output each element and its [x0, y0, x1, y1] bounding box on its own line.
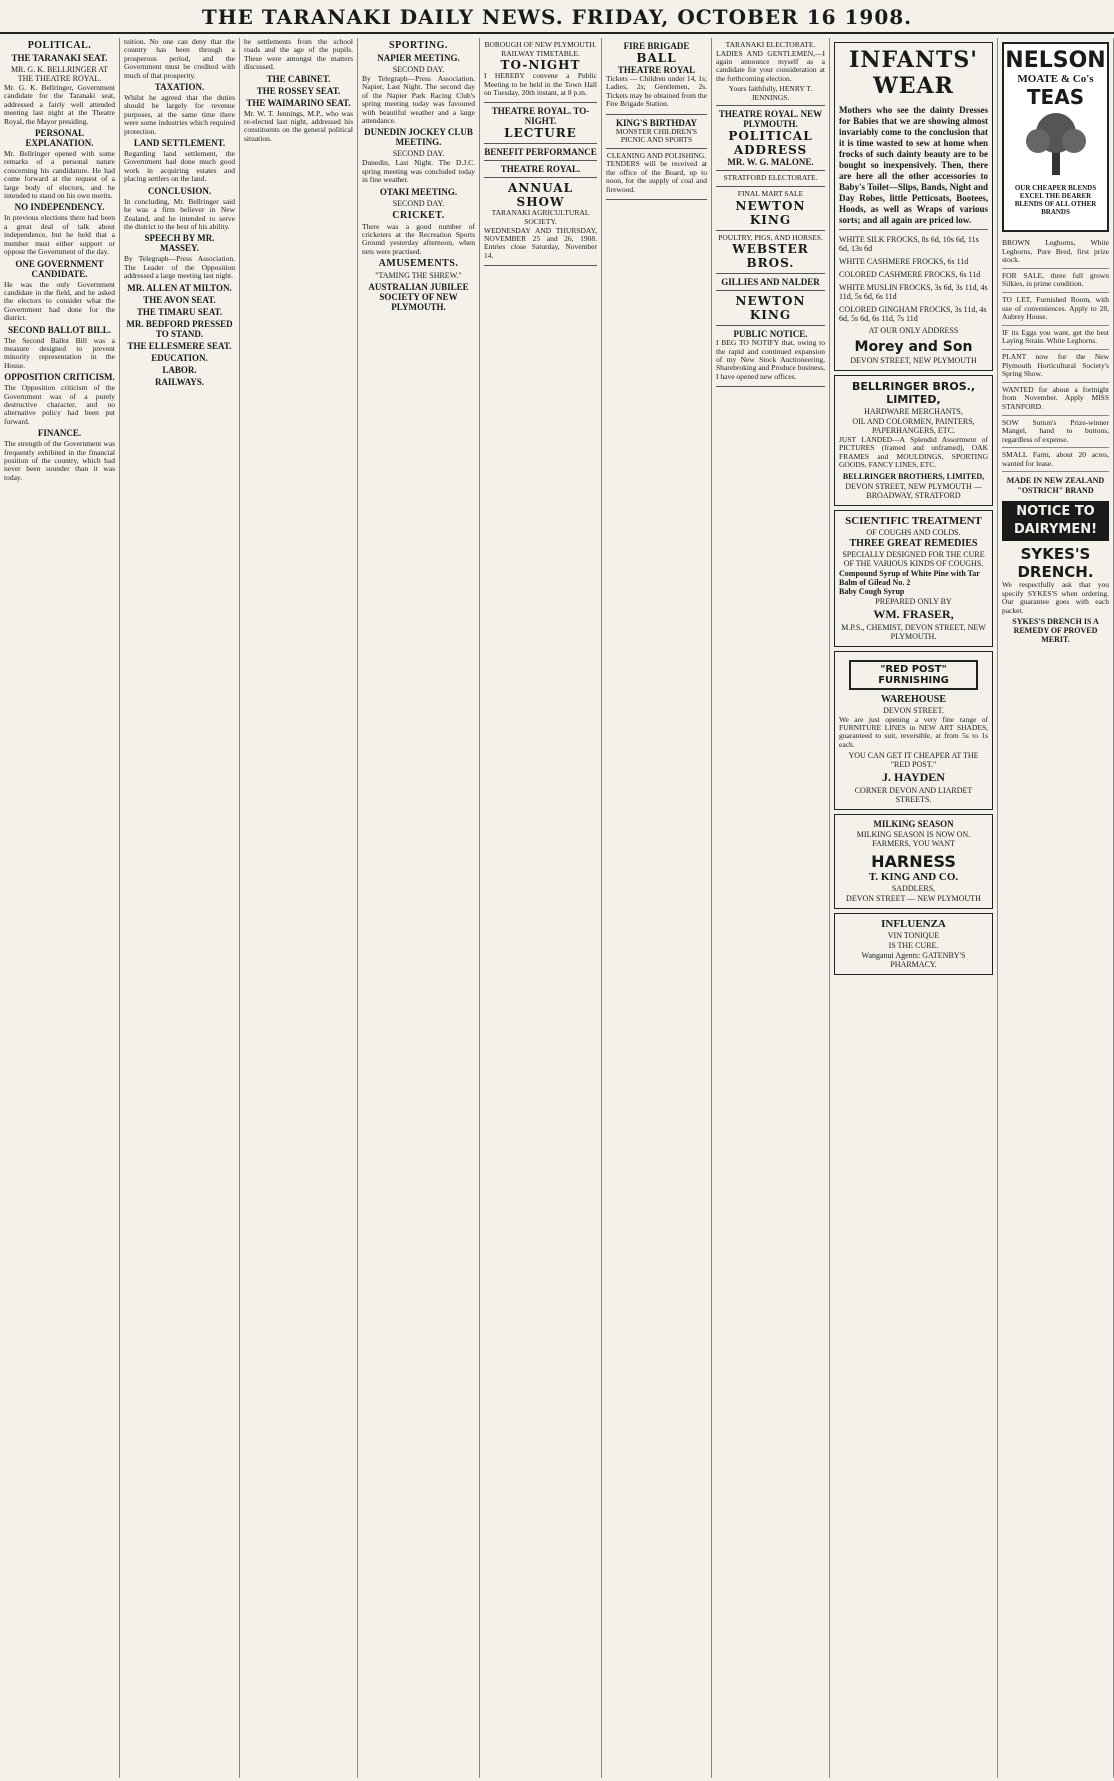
- price-item: WHITE SILK FROCKS, 8s 6d, 10s 6d, 11s 6d, 13s 6d: [839, 235, 979, 253]
- tea-tree-icon: [1006, 109, 1106, 179]
- column-notices-c: [712, 38, 830, 1778]
- tender-notice: [606, 149, 707, 200]
- notice-heading: MR. W. G. MALONE.: [727, 157, 814, 168]
- brand-tagline: OUR CHEAPER BLENDS EXCEL THE DEARER BLENDS OF ALL OTHER BRANDS: [1014, 184, 1097, 216]
- article-paragraph: In concluding, Mr. Bellringer said he was a firm believer in New Zealand, and he intended to serve the district to the best of his ability.: [124, 196, 235, 231]
- wool-sale-notice: [716, 291, 825, 326]
- notice-body: LADIES AND GENTLEMEN,—I again announce myself as a candidate for your consideration at the forthcoming election.: [716, 48, 825, 83]
- show-notice: [484, 178, 597, 266]
- article-paragraph: tuition. No one can deny that the country has been through a prosperous period, and the Government must be credited with much of that prosperity.: [124, 38, 235, 80]
- remedy-item: Baby Cough Syrup: [839, 586, 905, 596]
- section-heading: POLITICAL.: [27, 40, 92, 51]
- infants-wear-title: INFANTS' WEAR: [849, 47, 978, 99]
- owner-name: J. HAYDEN: [882, 770, 945, 785]
- column-notices-b: [602, 38, 712, 1778]
- notice-body: TENDERS will be received at the office of the Board, up to noon, for the supply of coal and firewood.: [606, 159, 707, 194]
- ad-footer: YOU CAN GET IT CHEAPER AT THE "RED POST.": [848, 751, 979, 770]
- product-name: TEAS: [1026, 85, 1085, 109]
- theatre-notice: [484, 103, 597, 144]
- article-subheading: FINANCE.: [37, 428, 82, 439]
- sykes-body: We respectfully ask that you specify SYKES'S when ordering. Our guarantee goes with each packet.: [1002, 580, 1109, 615]
- notice-title: WEBSTER BROS.: [732, 242, 809, 271]
- influenza-ad: [834, 913, 993, 975]
- article-subheading: THE TIMARU SEAT.: [136, 306, 223, 317]
- brand-name: NELSON: [1005, 48, 1106, 73]
- classified-ad: PLANT now for the New Plymouth Horticultural Society's Spring Show.: [1002, 350, 1109, 383]
- section-heading: AMUSEMENTS.: [378, 258, 459, 270]
- notice-title: BENEFIT PERFORMANCE: [484, 147, 597, 158]
- column-political-end: [240, 38, 358, 1778]
- political-address-notice: [716, 106, 825, 171]
- notice-heading: TARANAKI ELECTORATE.: [725, 40, 816, 49]
- firm-name: T. KING AND CO.: [868, 871, 959, 884]
- article-subheading: THE TARANAKI SEAT.: [11, 53, 108, 63]
- column-political: [0, 38, 120, 1778]
- article-subheading: RAILWAYS.: [154, 376, 205, 387]
- firm-address: DEVON STREET — NEW PLYMOUTH: [846, 894, 981, 904]
- notice-heading: BOROUGH OF NEW PLYMOUTH. RAILWAY TIMETABLE.: [484, 40, 597, 58]
- notice-title: POLITICAL ADDRESS: [728, 129, 813, 158]
- poultry-notice: [716, 231, 825, 275]
- article-subheading: LAND SETTLEMENT.: [133, 138, 226, 149]
- article-subheading: SECOND BALLOT BILL.: [7, 324, 112, 335]
- article-paragraph: The Opposition criticism of the Government was of a purely destructive character, and no alternative policy had been put forward.: [4, 383, 115, 426]
- notice-heading: THEATRE ROYAL: [617, 65, 696, 75]
- article-subheading: SPEECH BY MR. MASSEY.: [144, 233, 215, 254]
- article-subheading: SECOND DAY.: [392, 149, 445, 159]
- red-post-ad: [834, 651, 993, 811]
- article-paragraph: By Telegraph—Press Association. Napier, Last Night. The second day of the Napier Park Racing Club's spring meeting today was favoured with beautiful weather and a large attendance.: [362, 74, 475, 126]
- notice-title: TO-NIGHT: [500, 58, 581, 73]
- article-subheading: DUNEDIN JOCKEY CLUB MEETING.: [364, 127, 473, 148]
- notice-body: I BEG TO NOTIFY that, owing to the rapid and continued expansion of my New Stock Auctioneering, Sharebroking and Produce business, I have opened new offices.: [716, 338, 825, 381]
- harness-ad: [834, 814, 993, 909]
- cough-remedies-ad: [834, 510, 993, 647]
- article-subheading: PERSONAL EXPLANATION.: [25, 128, 94, 149]
- ad-subtitle: VIN TONIQUE: [887, 931, 940, 941]
- article-subheading: TAXATION.: [154, 82, 205, 93]
- price-item: WHITE MUSLIN FROCKS, 3s 6d, 3s 11d, 4s 11d, 5s 6d, 6s 11d: [839, 283, 988, 301]
- notice-body: I HEREBY convene a Public Meeting to be held in the Town Hall on Tuesday, 20th instant, at 8 p.m.: [484, 71, 597, 97]
- ad-subtitle: SPECIALLY DESIGNED FOR THE CURE OF THE VARIOUS KINDS OF COUGHS.: [842, 549, 985, 568]
- ad-title: HARNESS: [871, 852, 956, 872]
- notice-heading: POULTRY, PIGS, AND HORSES.: [718, 232, 823, 242]
- notice-title: BALL: [636, 51, 677, 65]
- firm-trade: SADDLERS,: [891, 884, 936, 894]
- ball-notice: [606, 38, 707, 115]
- notice-heading: STRATFORD ELECTORATE.: [723, 173, 818, 183]
- ad-subtitle: IS THE CURE.: [888, 941, 939, 951]
- owner-address: CORNER DEVON AND LIARDET STREETS.: [854, 786, 973, 805]
- sykes-drench-title: SYKES'S DRENCH.: [1017, 545, 1094, 582]
- benefit-notice: [484, 144, 597, 161]
- classified-ad: SOW Sutton's Prize-winner Mangel, hand to buttons, regardless of expense.: [1002, 416, 1109, 449]
- theatre-notice: [484, 161, 597, 178]
- article-subheading: SECOND DAY.: [392, 198, 445, 208]
- notice-heading: TARANAKI AGRICULTURAL SOCIETY.: [491, 208, 590, 226]
- notice-title: THEATRE ROYAL.: [500, 164, 581, 175]
- classified-ad: BROWN Leghorns, White Leghorns, Pure Bred, first prize stock.: [1002, 236, 1109, 269]
- article-subheading: "TAMING THE SHREW.": [375, 271, 462, 281]
- article-subheading: THE CABINET.: [266, 73, 331, 84]
- agents-line: Wanganui Agents: GATENBY'S PHARMACY.: [861, 951, 966, 970]
- article-paragraph: There was a good number of cricketers at the Recreation Sports Ground yesterday afternoon, when nets were practised.: [362, 221, 475, 256]
- article-subheading: THE WAIMARINO SEAT.: [246, 97, 351, 108]
- ad-heading: MILKING SEASON: [873, 819, 954, 830]
- firm-trade: OIL AND COLORMEN, PAINTERS, PAPERHANGERS, ETC.: [852, 417, 975, 435]
- article-paragraph: Mr. W. T. Jennings, M.P., who was re-elected last night, addressed his constituents on the general political situation.: [244, 108, 353, 143]
- article-subheading: MR. BEDFORD PRESSED TO STAND.: [126, 318, 233, 339]
- article-paragraph: Mr. G. K. Bellringer, Government candidate for the Taranaki seat, addressed a fairly well attended meeting last night at the Theatre Royal, the Mayor presiding.: [4, 83, 115, 126]
- ad-title: THREE GREAT REMEDIES: [849, 537, 978, 549]
- article-subheading: OTAKI MEETING.: [379, 186, 458, 197]
- price-item: WHITE CASHMERE FROCKS, 6s 11d: [839, 257, 969, 266]
- prepared-by: PREPARED ONLY BY: [875, 596, 952, 606]
- ad-title: "RED POST" FURNISHING: [849, 660, 978, 690]
- article-paragraph: Regarding land settlement, the Government had done much good work in acquiring estates and placing settlers on the land.: [124, 149, 235, 184]
- auction-notice: [716, 274, 825, 291]
- ad-subheading: MILKING SEASON IS NOW ON. FARMERS, YOU WANT: [856, 830, 971, 849]
- sykes-footer: SYKES'S DRENCH IS A REMEDY OF PROVED MERIT.: [1012, 617, 1099, 645]
- article-paragraph: In previous elections there had been a great deal of talk about independence, but he held that a member must either support or oppose the Government of the day.: [4, 213, 115, 257]
- chemist-name: WM. FRASER,: [873, 606, 954, 621]
- notice-title: ANNUAL SHOW: [507, 181, 574, 210]
- ad-subtitle: WAREHOUSE: [880, 693, 946, 705]
- brand-sub: MOATE & Co's: [1017, 73, 1094, 85]
- article-paragraph: He was the only Government candidate in the field, and he asked the electors to consider what the Government had done for the district.: [4, 279, 115, 323]
- public-notice: [716, 326, 825, 387]
- notice-signature: Yours faithfully, HENRY T. JENNINGS.: [728, 84, 813, 102]
- firm-name: BELLRINGER BROS., LIMITED,: [851, 380, 975, 406]
- article-paragraph: The strength of the Government was frequently exhibited in the financial position of the country, which had never been sounder than it was today.: [4, 439, 115, 482]
- column-political-cont: [120, 38, 240, 1778]
- firm-name: BELLRINGER BROTHERS, LIMITED,: [842, 471, 985, 481]
- firm-trade: HARDWARE MERCHANTS,: [864, 407, 963, 416]
- ad-subtitle: OF COUGHS AND COLDS.: [866, 527, 961, 537]
- notice-title: LECTURE: [504, 126, 577, 141]
- article-subheading: THE ROSSEY SEAT.: [256, 85, 341, 96]
- notice-heading: KING'S BIRTHDAY: [615, 117, 698, 128]
- article-subheading: CONCLUSION.: [147, 185, 212, 196]
- ad-address: DEVON STREET.: [883, 705, 944, 715]
- firm-address: DEVON STREET, NEW PLYMOUTH: [850, 356, 977, 365]
- masthead-title: THE TARANAKI DAILY NEWS. FRIDAY, OCTOBER 16 1908.: [201, 5, 913, 29]
- article-paragraph: Mr. Bellringer opened with some remarks of a personal nature concerning his candidature. He had come forward at the request of a large body of electors, and he intended to stand on his own merits.: [4, 149, 115, 201]
- mart-sale-notice: [716, 187, 825, 231]
- picnic-notice: [606, 115, 707, 149]
- notice-heading: THEATRE ROYAL. TO-NIGHT.: [491, 106, 590, 127]
- notice-title: MONSTER CHILDREN'S PICNIC AND SPORTS: [615, 126, 698, 145]
- classified-ad: IF its Eggs you want, get the best Laying Strain. White Leghorns.: [1002, 326, 1109, 350]
- ad-title: INFLUENZA: [881, 918, 946, 931]
- article-subheading: EDUCATION.: [151, 352, 208, 363]
- firm-name: Morey and Son: [854, 339, 973, 355]
- notice-heading: PUBLIC NOTICE.: [733, 329, 808, 340]
- article-paragraph: By Telegraph—Press Association. The Leader of the Opposition addressed a large meeting last night.: [124, 254, 235, 281]
- firm-address: DEVON STREET, NEW PLYMOUTH — BROADWAY, STRATFORD: [845, 481, 982, 500]
- railway-notice: [484, 38, 597, 103]
- dairymen-notice: NOTICE TO DAIRYMEN!: [1002, 501, 1109, 541]
- address-line: AT OUR ONLY ADDRESS: [868, 326, 959, 335]
- ostrich-brand: "OSTRICH" BRAND: [1017, 486, 1094, 496]
- article-paragraph: be settlements from the school roads and the age of the pupils. These were amongst the matters discussed.: [244, 38, 353, 72]
- masthead: [0, 0, 1114, 34]
- article-subheading: LABOR.: [162, 364, 197, 375]
- article-paragraph: The Second Ballot Bill was a measure designed to prevent minority representation in the House.: [4, 335, 115, 370]
- classified-ad: SMALL Farm, about 20 acres, wanted for lease.: [1002, 448, 1109, 472]
- article-paragraph: Dunedin, Last Night. The D.J.C. spring meeting was concluded today in fine weather.: [362, 158, 475, 185]
- article-subheading: THE AVON SEAT.: [143, 294, 216, 305]
- column-classifieds: [998, 38, 1114, 1778]
- notice-body: Tickets — Children under 14, 1s; Ladies, 2s; Gentlemen, 2s. Tickets may be obtained from the Fire Brigade Station.: [606, 74, 707, 109]
- notice-title: GILLIES AND NALDER: [721, 277, 820, 288]
- notice-heading: FINAL MART SALE: [737, 189, 804, 198]
- section-heading: SPORTING.: [389, 40, 448, 51]
- article-subheading: MR. ALLEN AT MILTON.: [127, 282, 232, 293]
- notice-heading: THEATRE ROYAL. NEW PLYMOUTH.: [718, 109, 823, 130]
- article-subheading: NO INDEPENDENCY.: [14, 202, 105, 213]
- remedy-item: Compound Syrup of White Pine with Tar: [839, 568, 980, 578]
- article-subheading: MR. G. K. BELLRINGER AT THE THEATRE ROYAL.: [10, 65, 109, 83]
- remedy-item: Balm of Gilead No. 2: [839, 577, 911, 587]
- article-subheading: ONE GOVERNMENT CANDIDATE.: [15, 258, 104, 279]
- price-item: COLORED GINGHAM FROCKS, 3s 11d, 4s 6d, 5s 6d, 6s 11d, 7s 11d: [839, 305, 987, 323]
- notice-heading: CLEANING AND POLISHING.: [606, 150, 707, 160]
- infants-wear-body: Mothers who see the dainty Dresses for Babies that we are showing almost invariably come to the conclusion that it is time wasted to sew at home when frocks of such dainty beauty are to be bought so inexpensively. Then, there are here all the other accessories to Baby's Toilet—Slips, Bands, Night and Day Robes, little Petticoats, Bootees, Hoods, as well as Wraps of various sorts; and all again are priced low.: [839, 105, 988, 225]
- article-paragraph: Whilst he agreed that the duties should be largely for revenue purposes, at the same time there were some industries which required protection.: [124, 93, 235, 136]
- nelson-tea-ad: [1002, 42, 1109, 232]
- section-heading: CRICKET.: [392, 209, 445, 221]
- notice-title: NEWTON KING: [735, 198, 806, 227]
- article-subheading: NAPIER MEETING.: [377, 53, 460, 63]
- column-display-ads: [830, 38, 998, 1778]
- classified-ad: WANTED for about a fortnight from November. Apply MISS STANFORD.: [1002, 383, 1109, 416]
- article-subheading: THE ELLESMERE SEAT.: [127, 340, 232, 351]
- notice-body: WEDNESDAY AND THURSDAY, NOVEMBER 25 and 26, 1908. Entries close Saturday, November 14.: [484, 225, 597, 260]
- classified-ad: FOR SALE, three full grown Silkies, in prime condition.: [1002, 269, 1109, 293]
- ad-title: SCIENTIFIC TREATMENT: [845, 514, 982, 527]
- infants-wear-ad: [834, 42, 993, 371]
- electorate-notice: [716, 38, 825, 106]
- article-subheading: AUSTRALIAN JUBILEE SOCIETY OF NEW PLYMOUTH.: [368, 282, 469, 313]
- article-subheading: SECOND DAY.: [392, 65, 445, 74]
- ad-body: JUST LANDED—A Splendid Assortment of PICTURES (framed and unframed), OAK FRAMES and MOULDINGS, SPORTING GOODS, FANCY LINES, ETC.: [839, 435, 988, 470]
- price-item: COLORED CASHMERE FROCKS, 6s 11d: [839, 270, 981, 279]
- chemist-address: M.P.S., CHEMIST, DEVON STREET, NEW PLYMOUTH.: [841, 622, 986, 641]
- bellringer-ad: [834, 375, 993, 506]
- classified-ad: TO LET, Furnished Room, with use of conveniences. Apply to 28, Aubrey House.: [1002, 293, 1109, 326]
- electorate-notice: [716, 171, 825, 187]
- column-notices-a: [480, 38, 602, 1778]
- article-subheading: OPPOSITION CRITICISM.: [4, 372, 115, 383]
- notice-heading: FIRE BRIGADE: [623, 41, 690, 51]
- made-in-nz: MADE IN NEW ZEALAND: [1006, 476, 1105, 486]
- notice-title: NEWTON KING: [735, 294, 806, 323]
- column-sporting: [358, 38, 480, 1778]
- ad-body: We are just opening a very fine range of FURNITURE LINES in NEW ART SHADES, guaranteed to suit, reversible, at from 5s to 1s each.: [839, 714, 988, 749]
